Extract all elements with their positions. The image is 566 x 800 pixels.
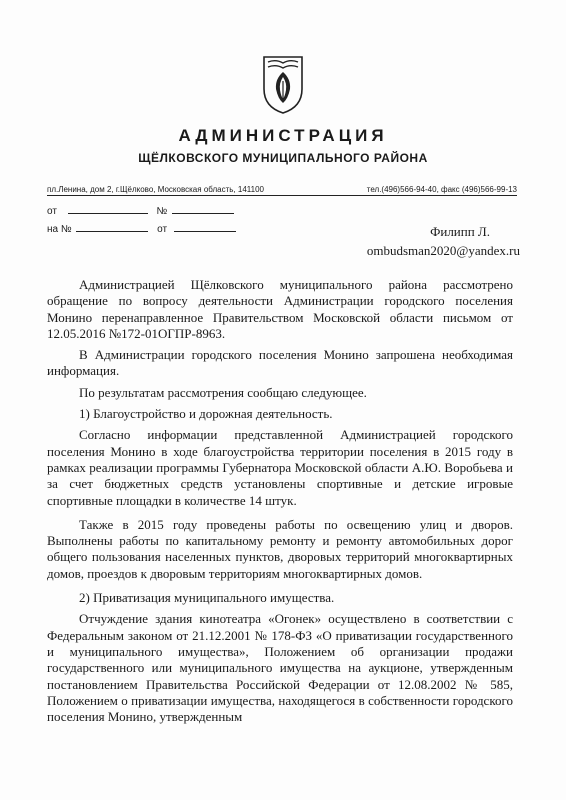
letter-body [47, 277, 513, 725]
paragraph: Администрацией Щёлковского муниципального района рассмотрено обращение по вопросу деятельности Администрации городского поселения Монино перенаправленное Правительством Московской области письмом от 12.05.2016 №172-01ОГПР-8963. [47, 277, 513, 341]
letterhead-address-line [47, 185, 517, 196]
organization-subtitle: ЩЁЛКОВСКОГО МУНИЦИПАЛЬНОГО РАЙОНА [138, 151, 428, 165]
phone-fax: тел.(496)566-94-40, факс (496)566-99-13 [366, 185, 517, 194]
reply-date-blank [174, 222, 236, 232]
paragraph: Согласно информации представленной Администрацией городского поселения Монино в ходе благоустройства территории поселения в 2015 году в рамках реализации программы Губернатора Московской области А.Ю. Воробьева и за счет бюджетных средств установлены спортивные и детские игровые спортивные площадки в количестве 14 штук. [47, 427, 513, 508]
paragraph: Отчуждение здания кинотеатра «Огонек» осуществлено в соответствии с Федеральным законом от 21.12.2001 № 178-ФЗ «О приватизации государственного и муниципального имущества», Положением об организации продажи государственного или муниципального имущества на аукционе, утвержденным постановлением Правительства Российской Федерации от 12.08.2002 № 585, Положением о приватизации имущества, находящегося в собственности городского поселения Монино, утвержденным [47, 611, 513, 725]
number-blank [172, 204, 234, 214]
section-heading: 2) Приватизация муниципального имущества. [79, 590, 335, 606]
coat-of-arms-icon [261, 55, 305, 115]
outgoing-registration-line [47, 204, 234, 217]
recipient-email: ombudsman2020@yandex.ru [366, 243, 520, 258]
paragraph: Также в 2015 году проведены работы по освещению улиц и дворов. Выполнены работы по капитальному ремонту и ремонту автомобильных дорог общего пользования населенных пунктов, дворовых территорий многоквартирных домов, проездов к дворовым территориям многоквартирных домов. [47, 516, 513, 581]
paragraph: По результатам рассмотрения сообщаю следующее. [79, 384, 367, 400]
from-label: от [47, 206, 57, 217]
recipient-block [340, 222, 520, 260]
number-label: № [156, 206, 168, 217]
paragraph: В Администрации городского поселения Монино запрошена необходимая информация. [47, 347, 513, 379]
reply-number-blank [76, 222, 148, 232]
recipient-name: Филипп Л. [430, 224, 490, 239]
reply-registration-line [47, 222, 236, 235]
reply-from-label: от [157, 224, 168, 235]
date-blank [68, 204, 148, 214]
section-heading: 1) Благоустройство и дорожная деятельность. [79, 406, 333, 422]
organization-title: АДМИНИСТРАЦИЯ [178, 126, 388, 145]
postal-address: пл.Ленина, дом 2, г.Щёлково, Московская область, 141100 [47, 185, 264, 194]
reply-to-label: на № [47, 224, 72, 235]
